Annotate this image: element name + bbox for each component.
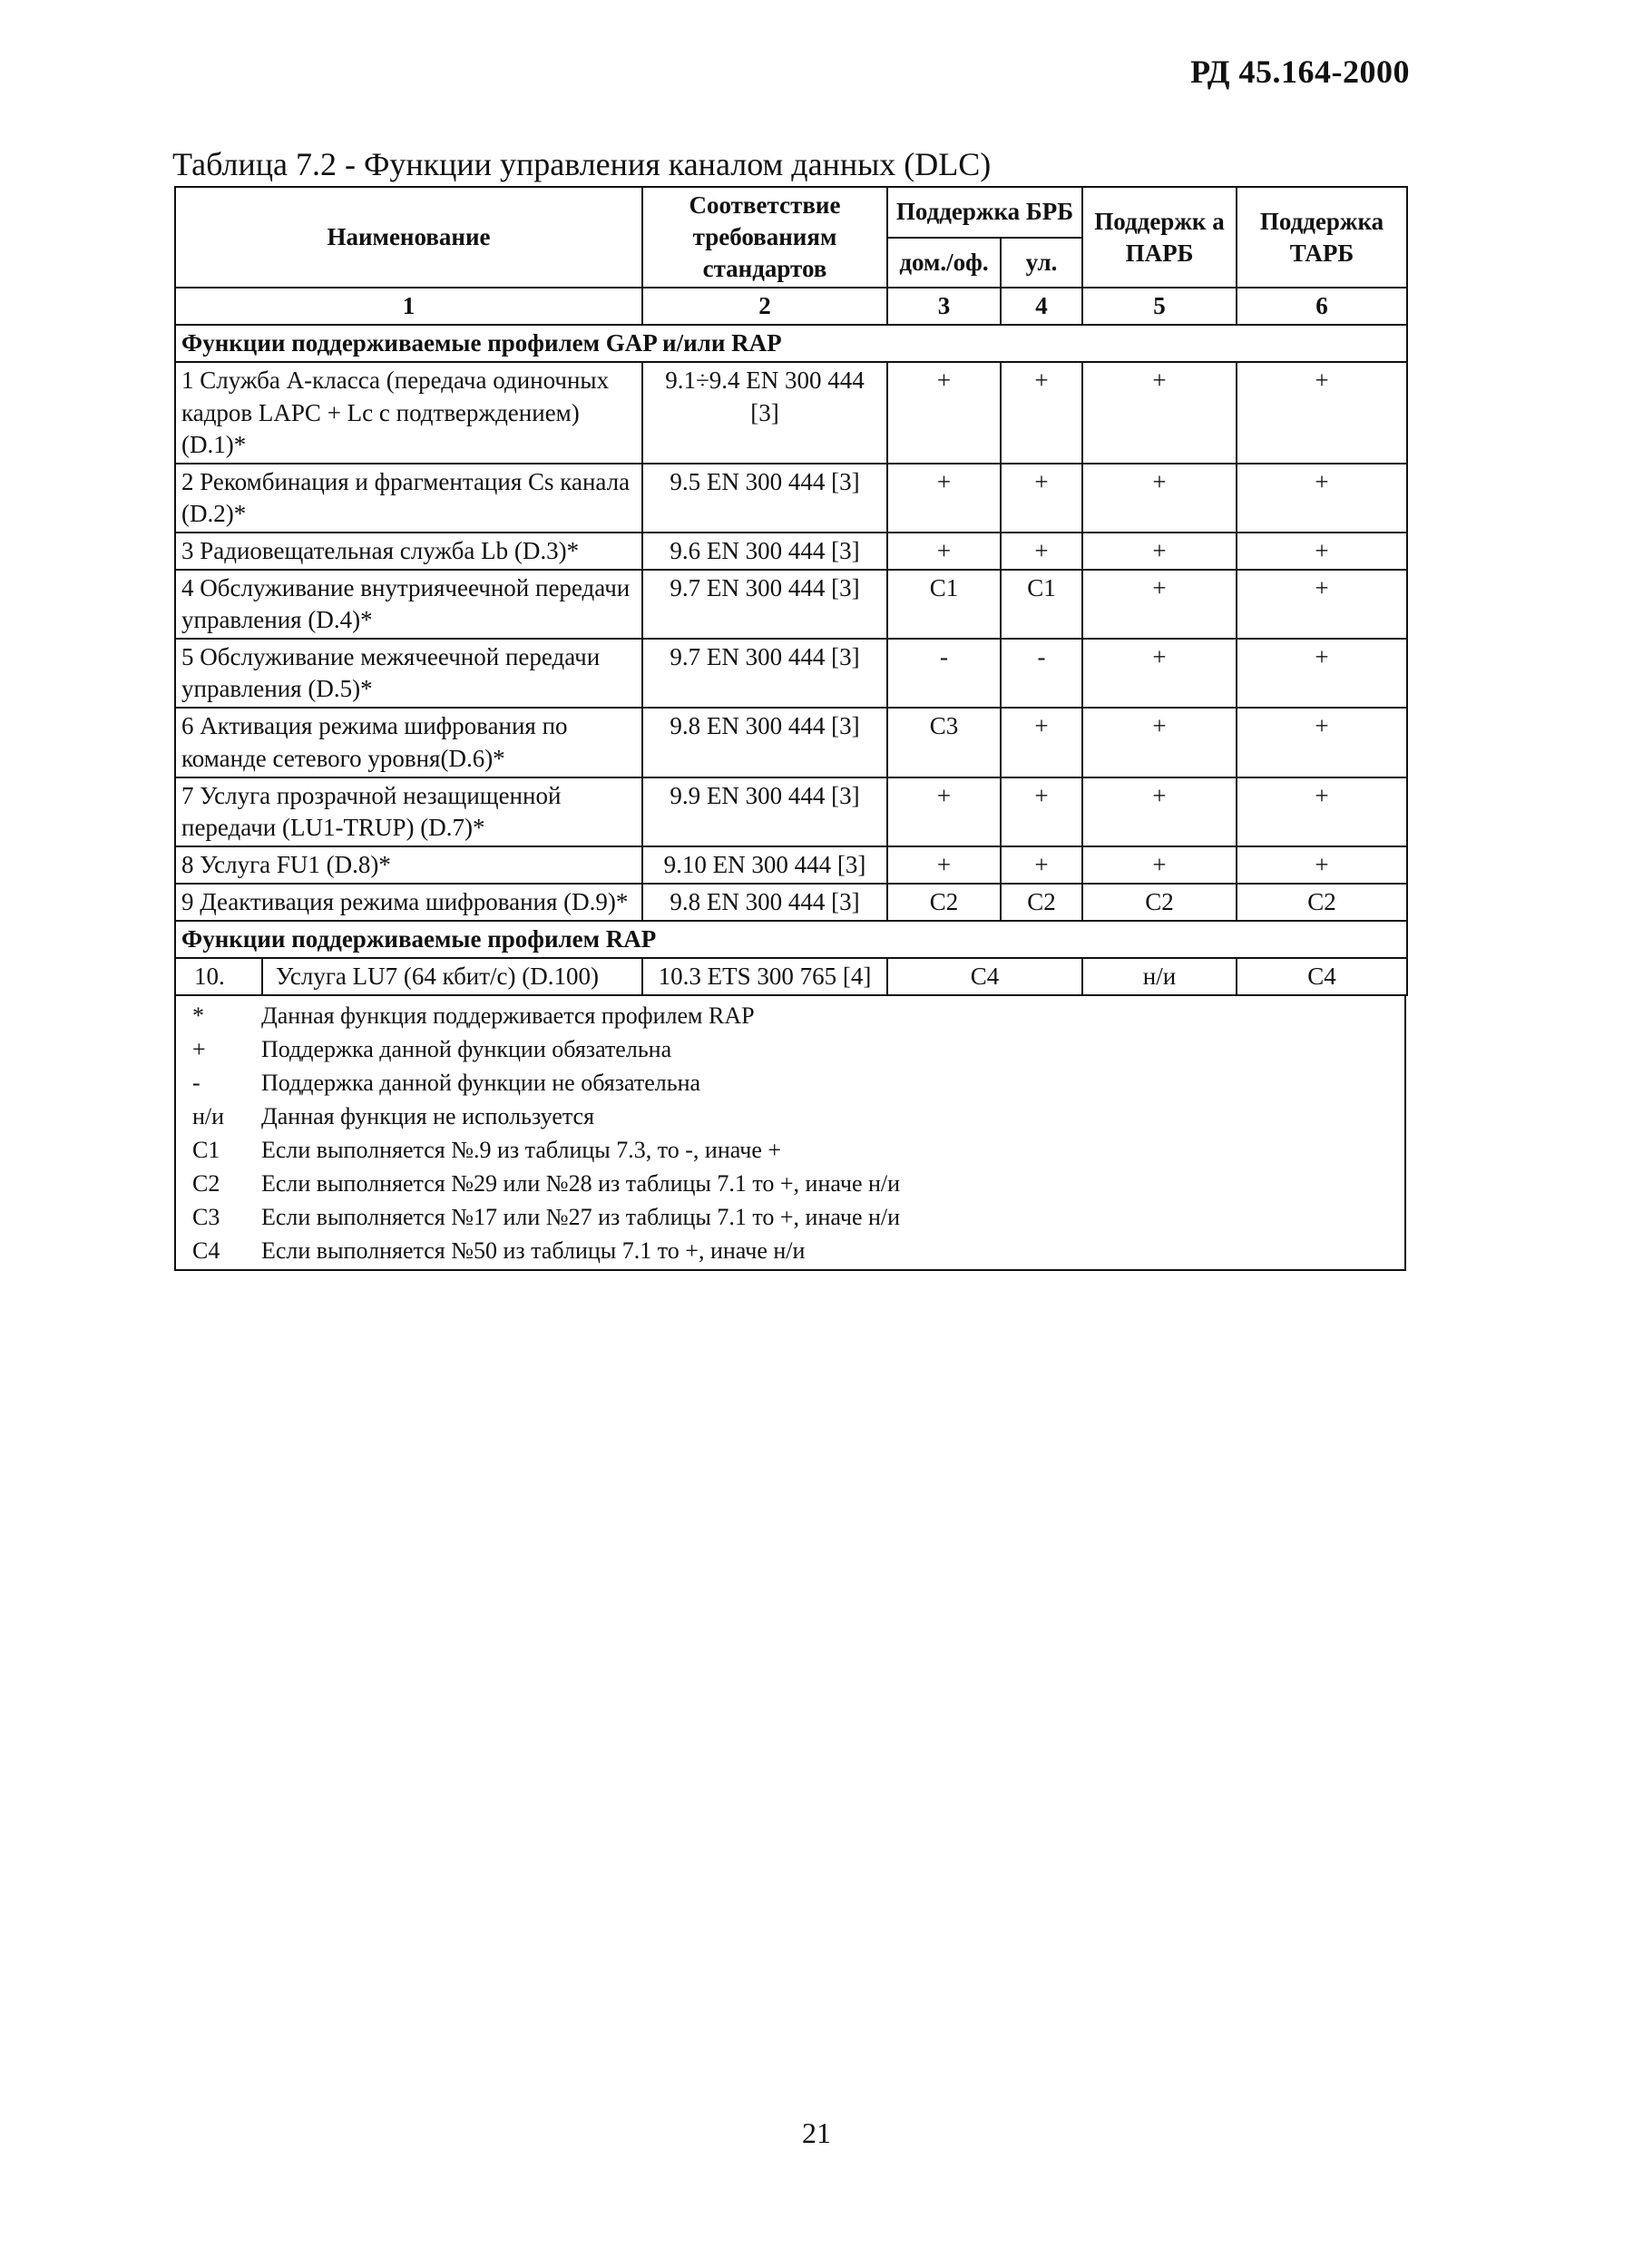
row-tarb: + xyxy=(1237,639,1407,708)
row-name-text: Услуга LU7 (64 кбит/с) (D.100) xyxy=(276,963,600,991)
legend-text: Если выполняется №17 или №27 из таблицы 7.1 то +, иначе н/и xyxy=(261,1203,901,1230)
row-name: 5 Обслуживание межячеечной передачи управления (D.5)* xyxy=(175,639,642,708)
row-parb: + xyxy=(1082,362,1237,463)
legend-symbol: C4 xyxy=(192,1237,220,1264)
row-standard: 9.9 EN 300 444 [3] xyxy=(642,777,887,846)
row-parb: + xyxy=(1082,464,1237,533)
legend-symbol: C1 xyxy=(192,1136,220,1163)
row-name xyxy=(175,958,642,995)
row-tarb: + xyxy=(1237,464,1407,533)
row-brb-street: C1 xyxy=(1001,570,1082,639)
row-standard: 9.8 EN 300 444 [3] xyxy=(642,884,887,921)
row-name: 7 Услуга прозрачной незащищенной передачи (LU1-TRUP) (D.7)* xyxy=(175,777,642,846)
col-number: 4 xyxy=(1001,288,1082,325)
legend-item xyxy=(181,1067,1399,1100)
document-code: РД 45.164-2000 xyxy=(1190,54,1410,90)
header-name: Наименование xyxy=(175,187,642,288)
table-row xyxy=(175,884,1407,921)
row-standard: 10.3 ETS 300 765 [4] xyxy=(642,958,887,995)
col-number: 5 xyxy=(1082,288,1237,325)
col-number: 3 xyxy=(887,288,1001,325)
table-row xyxy=(175,464,1407,533)
section-title: Функции поддерживаемые профилем RAP xyxy=(175,921,1407,958)
legend-symbol: н/и xyxy=(192,1102,225,1129)
row-tarb: + xyxy=(1237,533,1407,570)
row-brb-street: - xyxy=(1001,639,1082,708)
header-row-1 xyxy=(175,187,1407,238)
legend-text: Данная функция поддерживается профилем RAP xyxy=(261,1002,755,1030)
table-row xyxy=(175,362,1407,463)
header-parb: Поддержк а ПАРБ xyxy=(1082,187,1237,288)
legend-text: Данная функция не используется xyxy=(261,1102,595,1129)
legend-text: Если выполняется №29 или №28 из таблицы 7.1 то +, иначе н/и xyxy=(261,1169,901,1197)
header-tarb: Поддержка ТАРБ xyxy=(1237,187,1407,288)
legend-item xyxy=(181,1000,1399,1033)
row-number: 10. xyxy=(176,959,263,994)
row-brb-home: C2 xyxy=(887,884,1001,921)
row-tarb: C4 xyxy=(1237,958,1407,995)
row-brb-street: + xyxy=(1001,533,1082,570)
row-tarb: + xyxy=(1237,570,1407,639)
row-brb-street: + xyxy=(1001,362,1082,463)
row-brb-street: C2 xyxy=(1001,884,1082,921)
dlc-functions-table xyxy=(174,186,1408,996)
row-brb-home: C1 xyxy=(887,570,1001,639)
row-standard: 9.10 EN 300 444 [3] xyxy=(642,846,887,884)
section-row-gap-rap xyxy=(175,325,1407,362)
row-tarb: + xyxy=(1237,708,1407,777)
row-parb: + xyxy=(1082,639,1237,708)
legend-symbol: C3 xyxy=(192,1203,220,1230)
legend-item xyxy=(181,1201,1399,1235)
row-brb-home: + xyxy=(887,464,1001,533)
row-standard: 9.8 EN 300 444 [3] xyxy=(642,708,887,777)
header-brb-street: ул. xyxy=(1001,238,1082,288)
row-brb-home: - xyxy=(887,639,1001,708)
legend-symbol: * xyxy=(192,1002,204,1030)
row-brb-home: + xyxy=(887,777,1001,846)
row-name: 2 Рекомбинация и фрагментация Cs канала (D.2)* xyxy=(175,464,642,533)
row-name: 1 Служба А-класса (передача одиночных кадров LAPC + Lc c подтверждением) (D.1)* xyxy=(175,362,642,463)
legend-item xyxy=(181,1100,1399,1134)
row-brb-home: + xyxy=(887,846,1001,884)
legend-item xyxy=(181,1033,1399,1067)
legend-text: Если выполняется №50 из таблицы 7.1 то +, иначе н/и xyxy=(261,1237,806,1264)
column-number-row xyxy=(175,288,1407,325)
row-brb-home: + xyxy=(887,362,1001,463)
row-brb-street: + xyxy=(1001,708,1082,777)
row-parb: + xyxy=(1082,777,1237,846)
row-brb: C4 xyxy=(887,958,1082,995)
header-brb: Поддержка БРБ xyxy=(887,187,1082,238)
row-tarb: + xyxy=(1237,362,1407,463)
table-row xyxy=(175,570,1407,639)
row-standard: 9.5 EN 300 444 [3] xyxy=(642,464,887,533)
legend-symbol: + xyxy=(192,1036,206,1063)
row-tarb: + xyxy=(1237,846,1407,884)
header-compliance: Соответствие требованиям стандартов xyxy=(642,187,887,288)
table-row-10 xyxy=(175,958,1407,995)
row-standard: 9.1÷9.4 EN 300 444 [3] xyxy=(642,362,887,463)
row-tarb: + xyxy=(1237,777,1407,846)
table-caption: Таблица 7.2 - Функции управления каналом данных (DLC) xyxy=(172,146,992,182)
legend-item xyxy=(181,1168,1399,1201)
row-standard: 9.7 EN 300 444 [3] xyxy=(642,570,887,639)
row-parb: C2 xyxy=(1082,884,1237,921)
row-standard: 9.7 EN 300 444 [3] xyxy=(642,639,887,708)
row-brb-street: + xyxy=(1001,846,1082,884)
legend-text: Поддержка данной функции обязательна xyxy=(261,1036,672,1063)
page-number: 21 xyxy=(802,2116,831,2149)
section-title: Функции поддерживаемые профилем GAP и/или RAP xyxy=(175,325,1407,362)
table-row xyxy=(175,777,1407,846)
row-name: 3 Радиовещательная служба Lb (D.3)* xyxy=(175,533,642,570)
row-tarb: C2 xyxy=(1237,884,1407,921)
row-brb-home: C3 xyxy=(887,708,1001,777)
table-row xyxy=(175,708,1407,777)
row-parb: + xyxy=(1082,570,1237,639)
row-brb-street: + xyxy=(1001,777,1082,846)
table-row xyxy=(175,533,1407,570)
row-parb: + xyxy=(1082,533,1237,570)
legend-text: Если выполняется №.9 из таблицы 7.3, то -, иначе + xyxy=(261,1136,782,1163)
legend-text: Поддержка данной функции не обязательна xyxy=(261,1069,701,1096)
row-brb-street: + xyxy=(1001,464,1082,533)
row-parb: н/и xyxy=(1082,958,1237,995)
legend-item xyxy=(181,1235,1399,1268)
legend-symbol: - xyxy=(192,1069,200,1096)
header-brb-home: дом./оф. xyxy=(887,238,1001,288)
row-standard: 9.6 EN 300 444 [3] xyxy=(642,533,887,570)
col-number: 2 xyxy=(642,288,887,325)
row-parb: + xyxy=(1082,846,1237,884)
col-number: 1 xyxy=(175,288,642,325)
row-name: 8 Услуга FU1 (D.8)* xyxy=(175,846,642,884)
row-name: 4 Обслуживание внутриячеечной передачи управления (D.4)* xyxy=(175,570,642,639)
legend-symbol: C2 xyxy=(192,1169,220,1197)
section-row-rap xyxy=(175,921,1407,958)
legend xyxy=(174,996,1406,1271)
table-row xyxy=(175,846,1407,884)
table-row xyxy=(175,639,1407,708)
table-container xyxy=(174,186,1406,1271)
col-number: 6 xyxy=(1237,288,1407,325)
row-name: 6 Активация режима шифрования по команде сетевого уровня(D.6)* xyxy=(175,708,642,777)
legend-item xyxy=(181,1134,1399,1168)
row-parb: + xyxy=(1082,708,1237,777)
row-name: 9 Деактивация режима шифрования (D.9)* xyxy=(175,884,642,921)
row-brb-home: + xyxy=(887,533,1001,570)
